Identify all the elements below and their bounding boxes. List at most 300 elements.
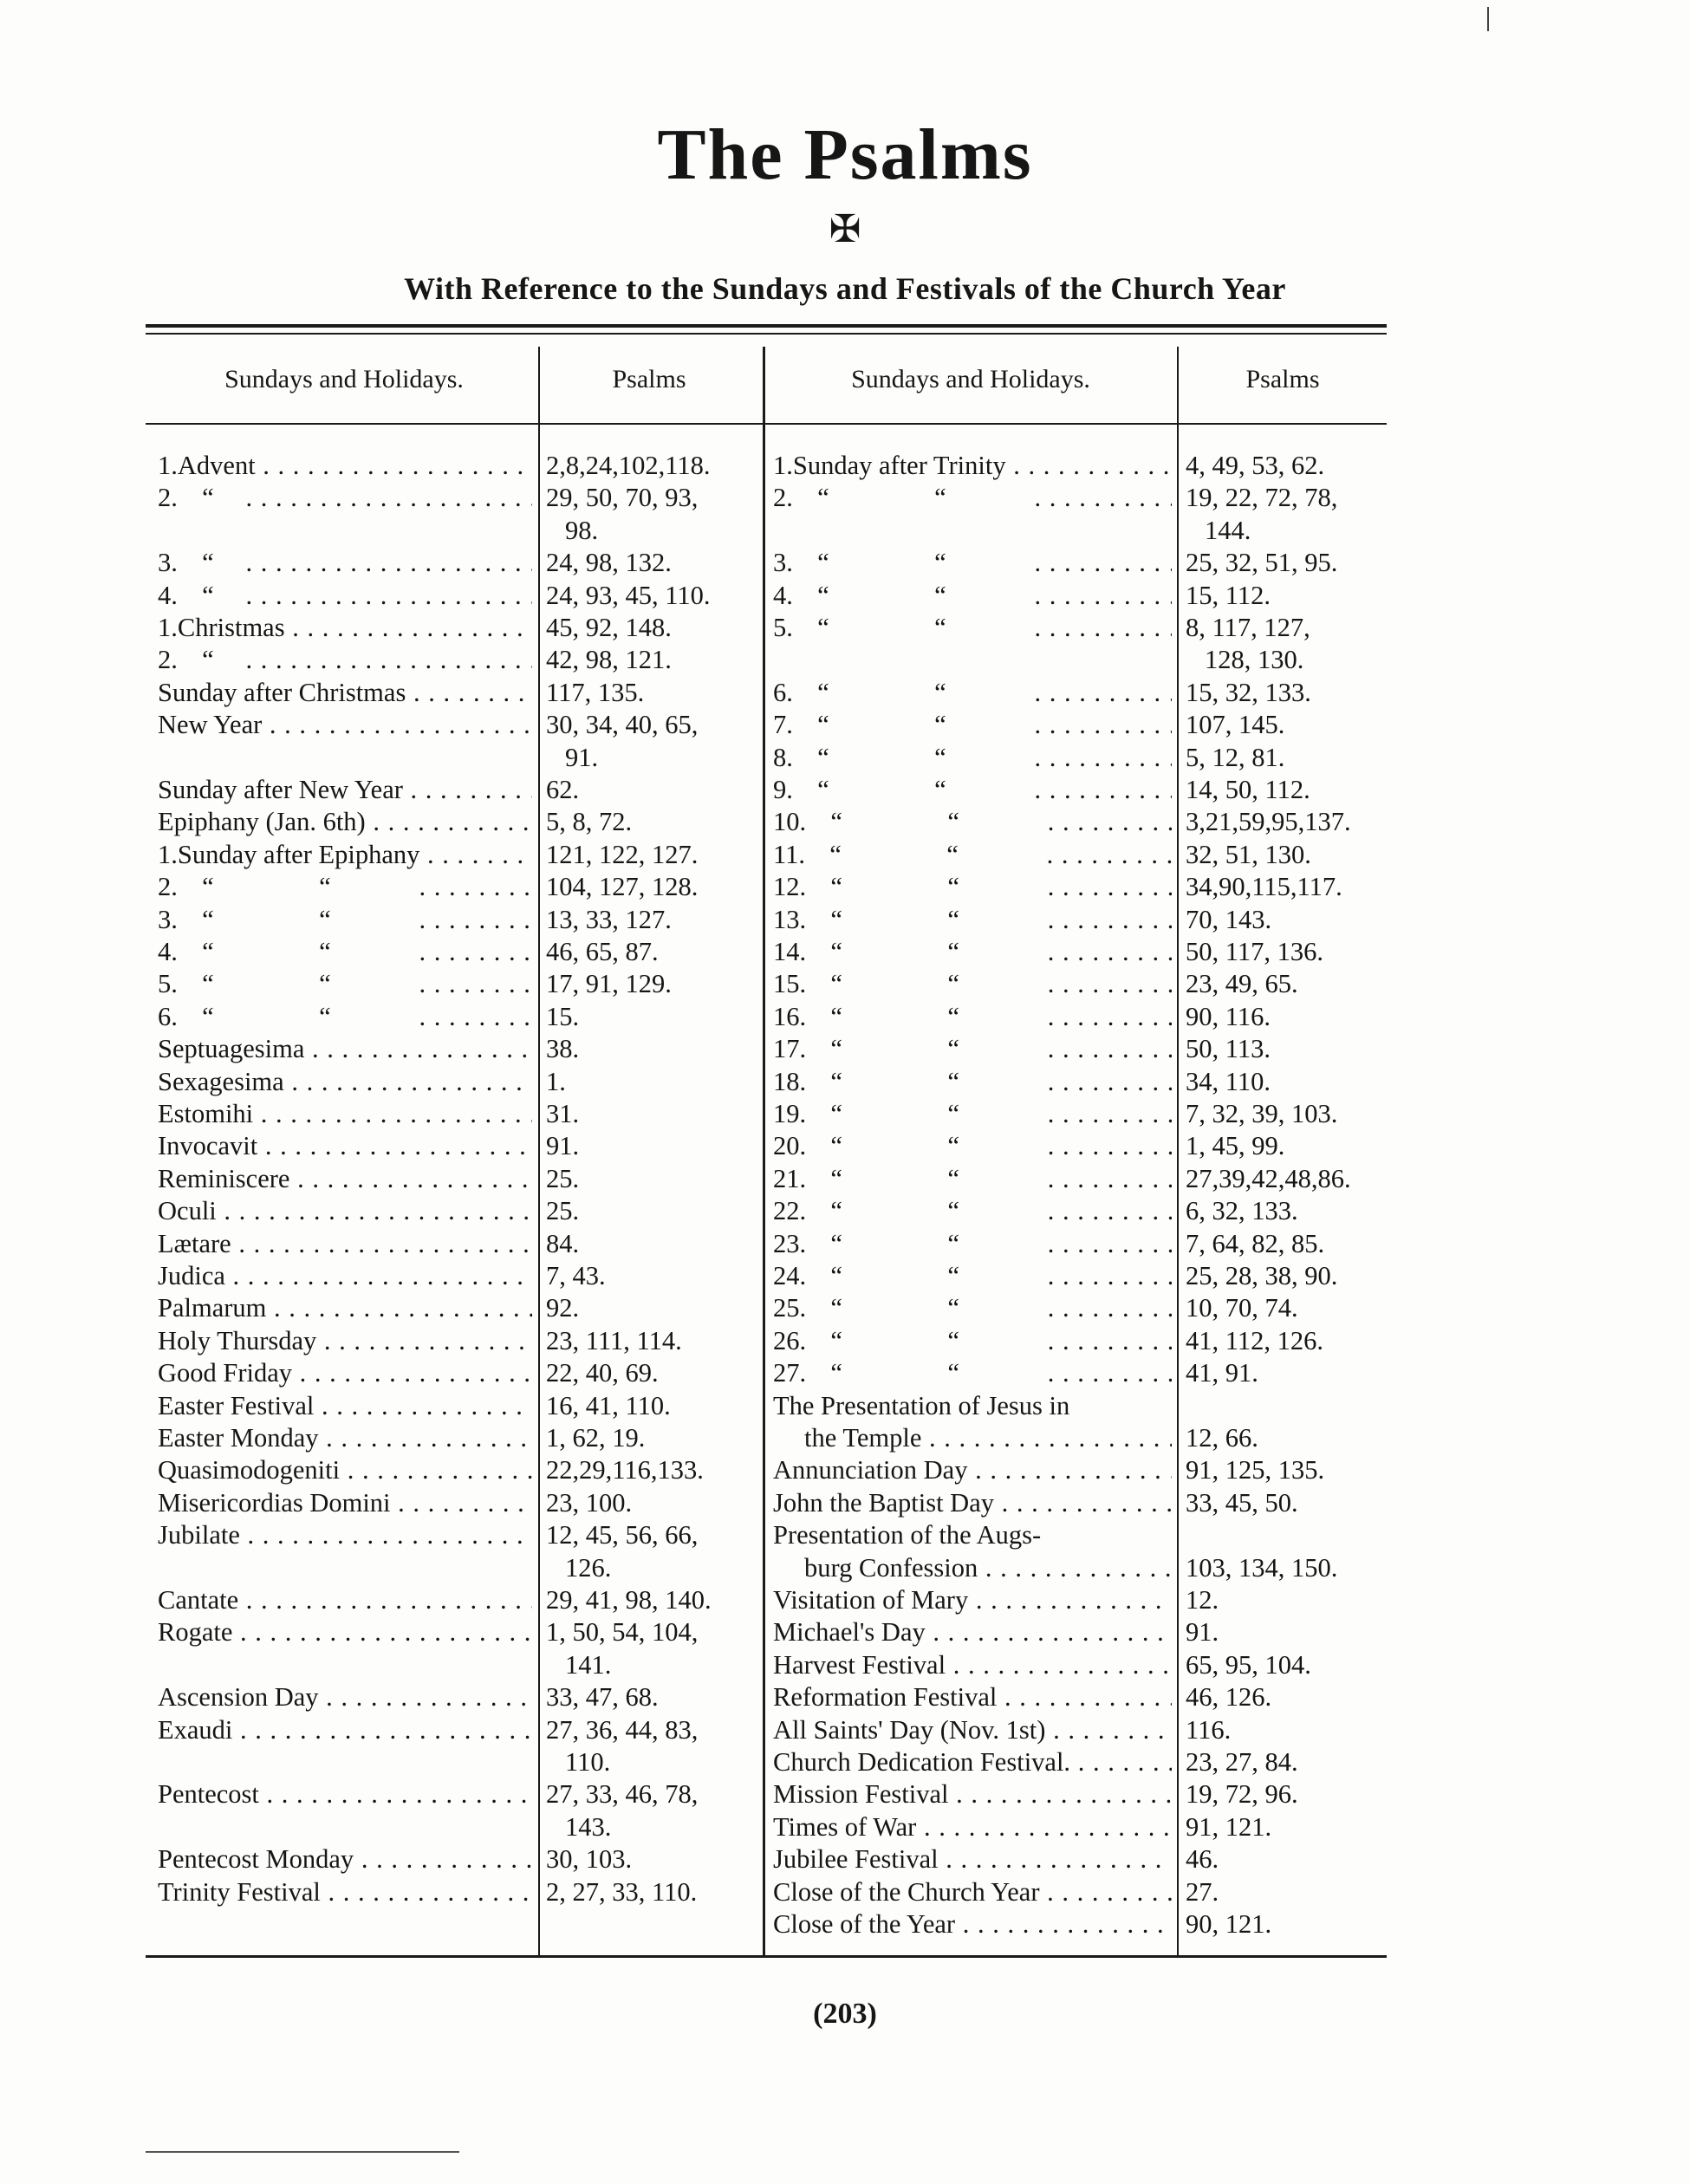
row-label — [806, 1356, 1172, 1389]
ditto-mark: “ — [830, 1131, 842, 1161]
left-psalms: 16, 41, 110. — [546, 1390, 671, 1420]
ditto-mark: “ — [830, 1066, 842, 1096]
ditto-mark: “ — [202, 483, 214, 513]
row-label — [806, 1000, 1172, 1033]
right-row — [773, 1162, 1172, 1195]
right-row — [773, 1778, 1172, 1810]
row-label — [793, 708, 1172, 741]
row-label — [793, 611, 1172, 644]
row-label: Close of the Church Year . . . — [773, 1875, 1172, 1908]
ditto-mark: “ — [947, 807, 959, 837]
row-label: Close of the Year . . . — [773, 1908, 1172, 1940]
right-row — [773, 1680, 1172, 1713]
row-number: 1. — [158, 839, 178, 869]
right-psalms: 41, 91. — [1186, 1358, 1258, 1388]
row-label: Christmas . . . — [178, 611, 532, 644]
row-label: Invocavit . . . — [158, 1129, 532, 1162]
ditto-mark: “ — [830, 1196, 842, 1226]
left-psalms: 25. — [546, 1163, 580, 1193]
row-number: 12. — [773, 872, 807, 902]
right-psalms: 1, 45, 99. — [1186, 1131, 1285, 1161]
right-psalms: 27. — [1186, 1876, 1219, 1907]
row-label: Good Friday . . . — [158, 1356, 532, 1389]
ditto-mark: “ — [830, 872, 842, 902]
row-label: The Presentation of Jesus in — [773, 1390, 1070, 1420]
right-psalms: 23, 27, 84. — [1186, 1747, 1298, 1777]
left-row — [158, 1713, 532, 1746]
right-psalms: 107, 145. — [1186, 710, 1285, 740]
row-label — [793, 676, 1172, 709]
left-psalms: 15. — [546, 1001, 580, 1031]
ditto-mark: “ — [830, 1358, 842, 1388]
left-psalms: 92. — [546, 1293, 580, 1323]
ditto-mark: “ — [319, 969, 331, 999]
row-number: 3. — [773, 548, 793, 578]
right-row — [773, 1453, 1172, 1486]
right-psalms: 15, 32, 133. — [1186, 677, 1311, 707]
left-row — [158, 708, 532, 741]
left-row — [158, 967, 532, 1000]
left-psalms: 141. — [565, 1649, 612, 1680]
left-psalms: 62. — [546, 775, 580, 804]
left-psalms: 1. — [546, 1066, 566, 1096]
row-number: 6. — [773, 677, 793, 707]
ditto-mark: “ — [934, 742, 946, 772]
header-right-psalms: Psalms — [1245, 365, 1320, 393]
right-psalms: 34, 110. — [1186, 1066, 1271, 1096]
left-psalms: 25. — [546, 1196, 580, 1226]
header-rule — [146, 423, 1387, 425]
row-label — [793, 741, 1172, 774]
row-label: burg Confession . . . — [773, 1551, 1172, 1584]
right-row — [773, 1291, 1172, 1324]
left-row — [158, 676, 532, 709]
ditto-mark: “ — [947, 1131, 959, 1161]
row-number: 5. — [773, 613, 793, 642]
ditto-mark: “ — [947, 1066, 959, 1096]
right-psalms: 8, 117, 127, — [1186, 613, 1310, 642]
left-psalms: 22,29,116,133. — [546, 1455, 704, 1485]
right-psalms: 14, 50, 112. — [1186, 775, 1310, 804]
ditto-mark: “ — [947, 1261, 959, 1290]
right-row — [773, 1843, 1172, 1875]
ditto-mark: “ — [947, 1196, 959, 1226]
ditto-mark: “ — [946, 839, 959, 869]
row-number: 17. — [773, 1034, 807, 1064]
left-psalms: 110. — [565, 1747, 611, 1777]
left-row — [158, 449, 532, 482]
right-row — [773, 903, 1172, 936]
left-row — [158, 805, 532, 838]
row-label: New Year . . . — [158, 708, 532, 741]
row-label — [806, 1129, 1172, 1162]
ditto-mark: “ — [934, 548, 946, 578]
row-number: 14. — [773, 937, 807, 966]
ditto-mark: “ — [202, 969, 214, 999]
row-label: Easter Monday . . . — [158, 1421, 532, 1454]
left-row — [158, 1032, 532, 1065]
row-label — [178, 935, 532, 968]
row-label — [806, 1259, 1172, 1292]
top-rule-thick — [146, 324, 1387, 328]
ditto-mark: “ — [947, 1099, 959, 1128]
row-label: Advent . . . — [178, 449, 532, 482]
left-psalms: 45, 92, 148. — [546, 613, 672, 642]
row-label — [806, 935, 1172, 968]
header-right-days: Sundays and Holidays. — [851, 365, 1090, 393]
ditto-mark: “ — [830, 1325, 842, 1355]
row-label — [793, 579, 1172, 612]
row-label: Mission Festival . . . — [773, 1778, 1172, 1810]
row-label: Annunciation Day . . . — [773, 1453, 1172, 1486]
left-row — [158, 1583, 532, 1616]
right-psalms: 33, 45, 50. — [1186, 1487, 1298, 1518]
left-row — [158, 1259, 532, 1292]
ditto-mark: “ — [202, 580, 214, 610]
row-label: Times of War . . . — [773, 1810, 1172, 1843]
row-number: 4. — [158, 580, 178, 610]
row-number: 2. — [773, 483, 793, 513]
row-label: Easter Festival . . . — [158, 1389, 532, 1422]
row-label: Michael's Day . . . — [773, 1615, 1172, 1648]
ditto-mark: “ — [817, 775, 829, 804]
right-psalms: 7, 32, 39, 103. — [1186, 1099, 1338, 1128]
right-psalms: 90, 116. — [1186, 1001, 1271, 1031]
left-row — [158, 1356, 532, 1389]
row-number: 25. — [773, 1293, 807, 1323]
right-row — [773, 1356, 1172, 1389]
left-row — [158, 1291, 532, 1324]
row-label — [806, 1324, 1172, 1357]
left-row — [158, 1000, 532, 1033]
ditto-mark: “ — [830, 1099, 842, 1128]
left-row — [158, 1453, 532, 1486]
ditto-mark: “ — [947, 904, 959, 934]
right-psalms: 91, 125, 135. — [1186, 1455, 1325, 1485]
page-number: (203) — [813, 1998, 877, 2030]
ditto-mark: “ — [830, 937, 842, 966]
divider-2 — [763, 347, 765, 1955]
left-row — [158, 1778, 532, 1810]
row-number: 23. — [773, 1228, 807, 1258]
row-label — [806, 1097, 1172, 1130]
right-row — [773, 708, 1172, 741]
right-row — [773, 611, 1172, 644]
row-label — [178, 546, 532, 579]
row-label — [806, 1162, 1172, 1195]
left-row — [158, 870, 532, 903]
right-psalms: 90, 121. — [1186, 1909, 1272, 1939]
left-psalms: 84. — [546, 1228, 580, 1258]
right-psalms: 12. — [1186, 1585, 1219, 1615]
row-label — [806, 903, 1172, 936]
ditto-mark: “ — [817, 548, 829, 578]
row-number: 1. — [773, 451, 793, 480]
row-number: 5. — [158, 969, 178, 999]
right-row — [773, 1583, 1172, 1616]
right-psalms: 19, 72, 96. — [1186, 1779, 1298, 1810]
right-psalms: 15, 112. — [1186, 580, 1271, 610]
right-row — [773, 1745, 1172, 1778]
row-number: 3. — [158, 548, 178, 578]
ditto-mark: “ — [830, 969, 842, 999]
left-psalms: 2, 27, 33, 110. — [546, 1876, 698, 1907]
right-psalms: 19, 22, 72, 78, — [1186, 483, 1338, 513]
right-psalms: 128, 130. — [1205, 645, 1304, 675]
top-rule-thin — [146, 333, 1387, 335]
right-psalms: 6, 32, 133. — [1186, 1196, 1298, 1226]
right-psalms: 27,39,42,48,86. — [1186, 1163, 1351, 1193]
left-row — [158, 1097, 532, 1130]
bottom-rule — [146, 1955, 1387, 1958]
left-row — [158, 643, 532, 676]
right-row — [773, 579, 1172, 612]
row-number: 11. — [773, 839, 805, 869]
row-label: Church Dedication Festival. . . . — [773, 1745, 1172, 1778]
left-row — [158, 481, 532, 514]
left-psalms: 98. — [565, 515, 599, 545]
right-psalms: 91. — [1186, 1617, 1219, 1648]
right-row — [773, 1908, 1172, 1940]
row-label: Sunday after New Year . . . — [158, 773, 532, 806]
left-row — [158, 546, 532, 579]
right-row — [773, 935, 1172, 968]
ditto-mark: “ — [934, 710, 946, 740]
ditto-mark: “ — [947, 969, 959, 999]
ditto-mark: “ — [202, 645, 214, 675]
left-psalms: 7, 43. — [546, 1261, 606, 1290]
row-label: Palmarum . . . — [158, 1291, 532, 1324]
left-psalms: 1, 50, 54, 104, — [546, 1617, 699, 1648]
right-row — [773, 1648, 1172, 1681]
row-label: Misericordias Domini . . . — [158, 1486, 532, 1519]
row-number: 4. — [773, 580, 793, 610]
ditto-mark: “ — [829, 839, 842, 869]
right-row — [773, 1551, 1172, 1584]
right-psalms: 91, 121. — [1186, 1811, 1272, 1842]
row-number: 2. — [158, 483, 178, 513]
row-label: Reminiscere . . . — [158, 1162, 532, 1195]
right-row — [773, 870, 1172, 903]
ditto-mark: “ — [830, 807, 842, 837]
row-label — [178, 643, 532, 676]
ditto-mark: “ — [817, 483, 829, 513]
header-left-psalms: Psalms — [612, 365, 686, 393]
right-row — [773, 1097, 1172, 1130]
row-label: Oculi . . . — [158, 1194, 532, 1227]
ditto-mark: “ — [947, 1228, 959, 1258]
left-psalms: 117, 135. — [546, 677, 645, 707]
row-label: Quasimodogeniti . . . — [158, 1453, 532, 1486]
row-label — [178, 579, 532, 612]
right-row — [773, 1259, 1172, 1292]
row-number: 16. — [773, 1001, 807, 1031]
right-psalms: 144. — [1205, 515, 1251, 545]
right-row — [773, 676, 1172, 709]
row-label: Rogate . . . — [158, 1615, 532, 1648]
row-label — [793, 481, 1172, 514]
right-psalms: 70, 143. — [1186, 904, 1272, 934]
right-row — [773, 1518, 1172, 1551]
row-label: Sunday after Epiphany . . . — [178, 838, 532, 871]
left-psalms: 143. — [565, 1811, 612, 1842]
row-label — [178, 870, 532, 903]
page-title: The Psalms — [657, 114, 1033, 195]
right-psalms: 25, 32, 51, 95. — [1186, 548, 1338, 578]
row-label — [178, 481, 532, 514]
right-row — [773, 1810, 1172, 1843]
ditto-mark: “ — [830, 1293, 842, 1323]
ditto-mark: “ — [934, 483, 946, 513]
ditto-mark: “ — [319, 1001, 331, 1031]
left-row — [158, 1194, 532, 1227]
left-psalms: 27, 36, 44, 83, — [546, 1714, 699, 1745]
left-psalms: 23, 111, 114. — [546, 1325, 682, 1355]
right-row — [773, 1065, 1172, 1098]
ditto-mark: “ — [830, 1228, 842, 1258]
left-psalms: 1, 62, 19. — [546, 1423, 646, 1453]
divider-3 — [1177, 347, 1179, 1955]
right-psalms: 103, 134, 150. — [1186, 1552, 1338, 1583]
ditto-mark: “ — [202, 904, 214, 934]
ditto-mark: “ — [830, 1001, 842, 1031]
left-psalms: 31. — [546, 1099, 580, 1128]
left-psalms: 24, 93, 45, 110. — [546, 580, 711, 610]
row-number: 18. — [773, 1066, 807, 1096]
row-label — [806, 1032, 1172, 1065]
left-psalms: 29, 50, 70, 93, — [546, 483, 699, 513]
row-label — [806, 870, 1172, 903]
left-psalms: 5, 8, 72. — [546, 807, 633, 837]
row-label: John the Baptist Day . . . — [773, 1486, 1172, 1519]
right-row — [773, 481, 1172, 514]
right-psalms: 7, 64, 82, 85. — [1186, 1228, 1325, 1258]
row-label — [793, 546, 1172, 579]
left-psalms: 2,8,24,102,118. — [546, 451, 711, 480]
ditto-mark: “ — [934, 775, 946, 804]
row-label: Jubilate . . . — [158, 1518, 532, 1551]
right-row — [773, 967, 1172, 1000]
row-label — [178, 903, 532, 936]
row-number: 3. — [158, 904, 178, 934]
row-label — [806, 967, 1172, 1000]
right-row — [773, 1032, 1172, 1065]
right-row — [773, 1324, 1172, 1357]
row-label: Lætare . . . — [158, 1227, 532, 1260]
right-row — [773, 1486, 1172, 1519]
left-psalms: 91. — [565, 742, 599, 772]
row-label: Pentecost Monday . . . — [158, 1843, 532, 1875]
row-label — [793, 773, 1172, 806]
right-psalms: 65, 95, 104. — [1186, 1649, 1311, 1680]
row-number: 1. — [158, 451, 178, 480]
right-row — [773, 838, 1172, 871]
left-row — [158, 1486, 532, 1519]
ditto-mark: “ — [830, 1034, 842, 1064]
row-label: Sexagesima . . . — [158, 1065, 532, 1098]
left-row — [158, 1680, 532, 1713]
right-psalms: 10, 70, 74. — [1186, 1293, 1298, 1323]
row-label: Pentecost . . . — [158, 1778, 532, 1810]
row-number: 6. — [158, 1001, 178, 1031]
right-row — [773, 1875, 1172, 1908]
row-label: Visitation of Mary . . . — [773, 1583, 1172, 1616]
ditto-mark: “ — [947, 1163, 959, 1193]
right-row — [773, 449, 1172, 482]
row-label: Cantate . . . — [158, 1583, 532, 1616]
row-number: 27. — [773, 1358, 807, 1388]
ditto-mark: “ — [947, 872, 959, 902]
ditto-mark: “ — [817, 580, 829, 610]
row-label: the Temple . . . — [773, 1421, 1172, 1454]
right-row — [773, 805, 1172, 838]
row-number: 19. — [773, 1099, 807, 1128]
row-number: 2. — [158, 645, 178, 675]
left-row — [158, 611, 532, 644]
left-psalms: 38. — [546, 1034, 580, 1064]
ditto-mark: “ — [947, 1358, 959, 1388]
row-label — [178, 967, 532, 1000]
row-label — [806, 1227, 1172, 1260]
ditto-mark: “ — [947, 1325, 959, 1355]
left-psalms: 27, 33, 46, 78, — [546, 1779, 699, 1810]
ditto-mark: “ — [947, 1034, 959, 1064]
row-number: 26. — [773, 1325, 807, 1355]
right-psalms: 116. — [1186, 1714, 1232, 1745]
left-psalms: 30, 34, 40, 65, — [546, 710, 699, 740]
right-psalms: 41, 112, 126. — [1186, 1325, 1323, 1355]
ditto-mark: “ — [817, 710, 829, 740]
right-row — [773, 1129, 1172, 1162]
left-psalms: 46, 65, 87. — [546, 937, 659, 966]
right-row — [773, 1000, 1172, 1033]
ditto-mark: “ — [830, 1163, 842, 1193]
left-row — [158, 935, 532, 968]
left-row — [158, 773, 532, 806]
left-psalms: 33, 47, 68. — [546, 1682, 659, 1713]
row-label — [806, 805, 1172, 838]
row-number: 20. — [773, 1131, 807, 1161]
row-label: Septuagesima . . . — [158, 1032, 532, 1065]
right-psalms: 46. — [1186, 1844, 1219, 1875]
right-row — [773, 1389, 1172, 1422]
row-number: 15. — [773, 969, 807, 999]
left-psalms: 121, 122, 127. — [546, 839, 699, 869]
row-label: Trinity Festival . . . — [158, 1875, 532, 1908]
row-label: Estomihi . . . — [158, 1097, 532, 1130]
ditto-mark: “ — [947, 937, 959, 966]
right-psalms: 12, 66. — [1186, 1423, 1258, 1453]
ditto-mark: “ — [817, 613, 829, 642]
left-row — [158, 579, 532, 612]
row-label: Sunday after Trinity . . . — [793, 449, 1172, 482]
right-psalms: 4, 49, 53, 62. — [1186, 451, 1325, 480]
right-row — [773, 1194, 1172, 1227]
right-psalms: 3,21,59,95,137. — [1186, 807, 1351, 837]
row-label: Presentation of the Augs- — [773, 1520, 1042, 1550]
left-psalms: 22, 40, 69. — [546, 1358, 659, 1388]
page-subtitle: With Reference to the Sundays and Festivals of the Church Year — [404, 271, 1286, 306]
row-number: 7. — [773, 710, 793, 740]
left-psalms: 91. — [546, 1131, 580, 1161]
left-psalms: 17, 91, 129. — [546, 969, 672, 999]
ditto-mark: “ — [319, 872, 331, 902]
row-label — [806, 1065, 1172, 1098]
right-row — [773, 741, 1172, 774]
row-number: 24. — [773, 1261, 807, 1290]
row-number: 4. — [158, 937, 178, 966]
row-label: Exaudi . . . — [158, 1713, 532, 1746]
